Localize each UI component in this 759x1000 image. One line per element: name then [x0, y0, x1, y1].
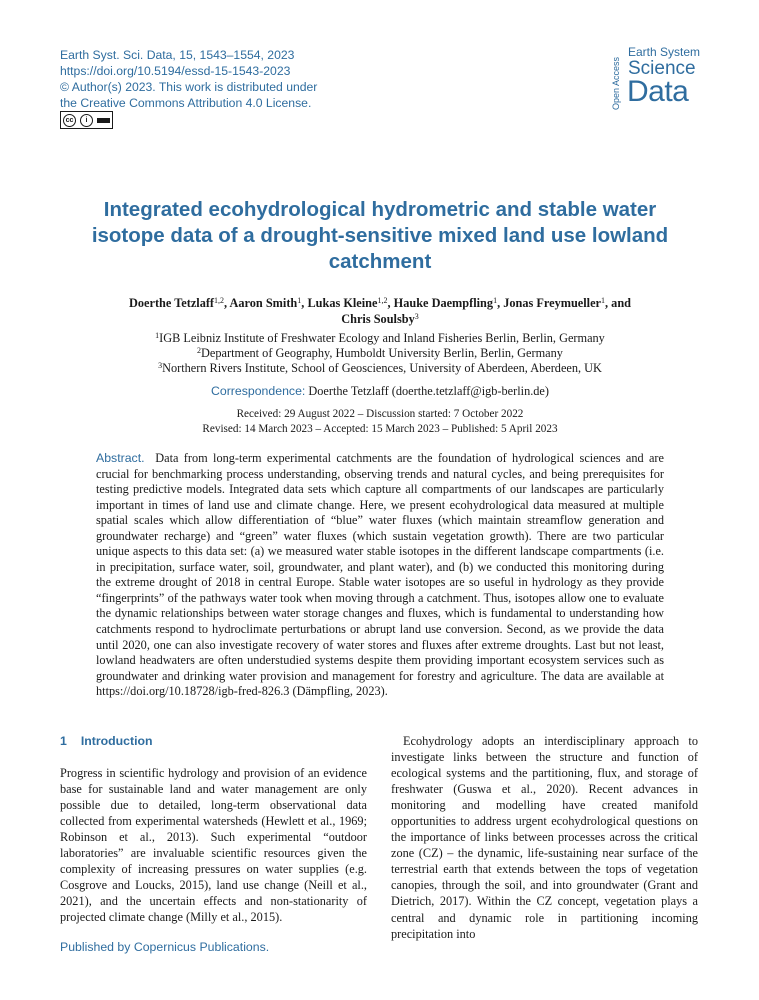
correspondence [80, 384, 680, 399]
cc-circle-icon: cc [63, 114, 76, 127]
affiliation-number: 1 [155, 331, 160, 340]
author-affiliation-mark: 1 [297, 296, 302, 305]
journal-logo[interactable] [612, 44, 712, 110]
affiliation-item [80, 361, 680, 376]
author-name: Lukas Kleine [307, 296, 378, 310]
affiliation-number: 2 [197, 346, 202, 355]
affiliation-text: Northern Rivers Institute, School of Geosciences, University of Aberdeen, Aberdeen, UK [162, 361, 602, 375]
author-affiliation-mark: 1 [493, 296, 498, 305]
logo-data: Data [627, 75, 689, 108]
cc-by-icon[interactable] [60, 111, 113, 129]
author-separator: , [497, 296, 504, 310]
affiliation-number: 3 [158, 361, 163, 370]
affiliation-item [80, 346, 680, 361]
dates-line-published: Revised: 14 March 2023 – Accepted: 15 March 2023 – Published: 5 April 2023 [202, 423, 558, 435]
author-name: Chris Soulsby [341, 312, 415, 326]
abstract-text: Data from long-term experimental catchments are the foundation of hydrological sciences and are crucial for benchmarking process understanding, observing trends and natural cycles, and being prerequisites for testing predictive models. Integrated data sets which capture all compartments of our landscapes are particularly important in times of land use and climate change. Here, we present ecohydrological data measured at multiple spatial scales which allow differentiation of “blue” water fluxes (which maintain streamflow generation and groundwater recharge) and “green” water fluxes (which sustain vegetation growth). There are two particular unique aspects to this data set: (a) we measured water stable isotopes in the different landscape compartments (i.e. in precipitation, surface water, soil, groundwater, and plant water), and (b) we conducted this monitoring during the extreme drought of 2018 in central Europe. Stable water isotopes are so useful in hydrology as they provide “fingerprints” of the pathways water took when moving through a catchment. Thus, isotopes allow one to evaluate the dynamic relationships between water storage changes and fluxes, which is fundamental to understanding how catchments respond to hydroclimate perturbations or abrupt land use conversion. Second, as we provide the data until 2020, one can also investigate recovery of water stores and fluxes after extreme droughts. Last but not least, lowland headwaters are often understudied systems despite them providing important ecosystem services such as groundwater and drinking water provision and management for forestry and agriculture. The data are available at https://doi.org/10.18728/igb-fred-826.3 (Dämpfling, 2023). [96, 451, 664, 699]
body-column-left: Progress in scientific hydrology and provision of an evidence base for sustainable land and water management are only possible due to detailed, long-term observational data collected from experimental watersheds (Hewlett et al., 1969; Robinson et al., 2013). Such experimental “outdoor laboratories” are invaluable scientific resources given the complexity of increasing pressures on water supplies (e.g. Cosgrove and Loucks, 2015), land use change (Neill et al., 2021), and the uncertain effects and non-stationarity of projected climate change (Milly et al., 2015). [60, 766, 367, 925]
dates-line-received: Received: 29 August 2022 – Discussion started: 7 October 2022 [236, 408, 524, 420]
author-name: Hauke Daempfling [393, 296, 494, 310]
author-separator: , and [605, 296, 631, 310]
footer-publisher[interactable]: Published by Copernicus Publications. [60, 940, 270, 954]
author-affiliation-mark: 1,2 [377, 296, 388, 305]
correspondence-label: Correspondence: [210, 384, 306, 398]
open-access-label: Open Access [611, 56, 621, 110]
license-link[interactable]: the Creative Commons Attribution 4.0 License. [60, 96, 312, 110]
author-separator: , [301, 296, 308, 310]
affiliation-item [80, 331, 680, 346]
copyright-line: © Author(s) 2023. This work is distributed under [60, 80, 318, 94]
section-heading [60, 734, 153, 749]
affiliation-text: Department of Geography, Humboldt University Berlin, Berlin, Germany [201, 346, 563, 360]
header-meta [60, 47, 390, 111]
body-column-right: Ecohydrology adopts an interdisciplinary approach to investigate links between the structure and function of ecological systems and the partitioning, flux, and storage of freshwater (Guswa et al., 2020). Recent advances in monitoring and modelling have created manifold opportunities to address urgent ecohydrological questions on the importance of links between processes across the critical zone (CZ) – the dynamic, life-sustaining near surface of the terrestrial earth that extends between the tops of vegetation canopies, through the soil, and into groundwater (Grant and Dietrich, 2017). Within the CZ concept, vegetation plays a central and dynamic role in partitioning incoming precipitation into [391, 734, 698, 941]
affiliation-text: IGB Leibniz Institute of Freshwater Ecology and Inland Fisheries Berlin, Berlin, Germany [159, 331, 605, 345]
author-separator: , [387, 296, 394, 310]
abstract [96, 451, 664, 700]
badge-bar [97, 118, 110, 123]
section-title: Introduction [80, 734, 153, 748]
author-affiliation-mark: 1,2 [214, 296, 225, 305]
abstract-label: Abstract. [96, 451, 145, 465]
doi-link[interactable]: https://doi.org/10.5194/essd-15-1543-2023 [60, 64, 291, 78]
logo-science: Science [628, 58, 696, 79]
affiliation-list [80, 331, 680, 376]
paper-title: Integrated ecohydrological hydrometric and stable water isotope data of a drought-sensitive mixed land use lowland catchment [91, 198, 669, 273]
logo-earth-system: Earth System [628, 45, 701, 59]
author-separator: , [224, 296, 230, 310]
author-affiliation-mark: 1 [601, 296, 606, 305]
journal-citation: Earth Syst. Sci. Data, 15, 1543–1554, 2023 [60, 48, 295, 62]
by-person-icon: i [80, 114, 93, 127]
author-name: Doerthe Tetzlaff [129, 296, 215, 310]
author-affiliation-mark: 3 [414, 312, 419, 321]
author-name: Jonas Freymueller [503, 296, 602, 310]
publication-dates [80, 407, 680, 437]
section-number: 1 [60, 734, 67, 748]
author-list [95, 295, 665, 327]
correspondence-text[interactable]: Doerthe Tetzlaff (doerthe.tetzlaff@igb-berlin.de) [308, 384, 549, 398]
author-name: Aaron Smith [229, 296, 298, 310]
